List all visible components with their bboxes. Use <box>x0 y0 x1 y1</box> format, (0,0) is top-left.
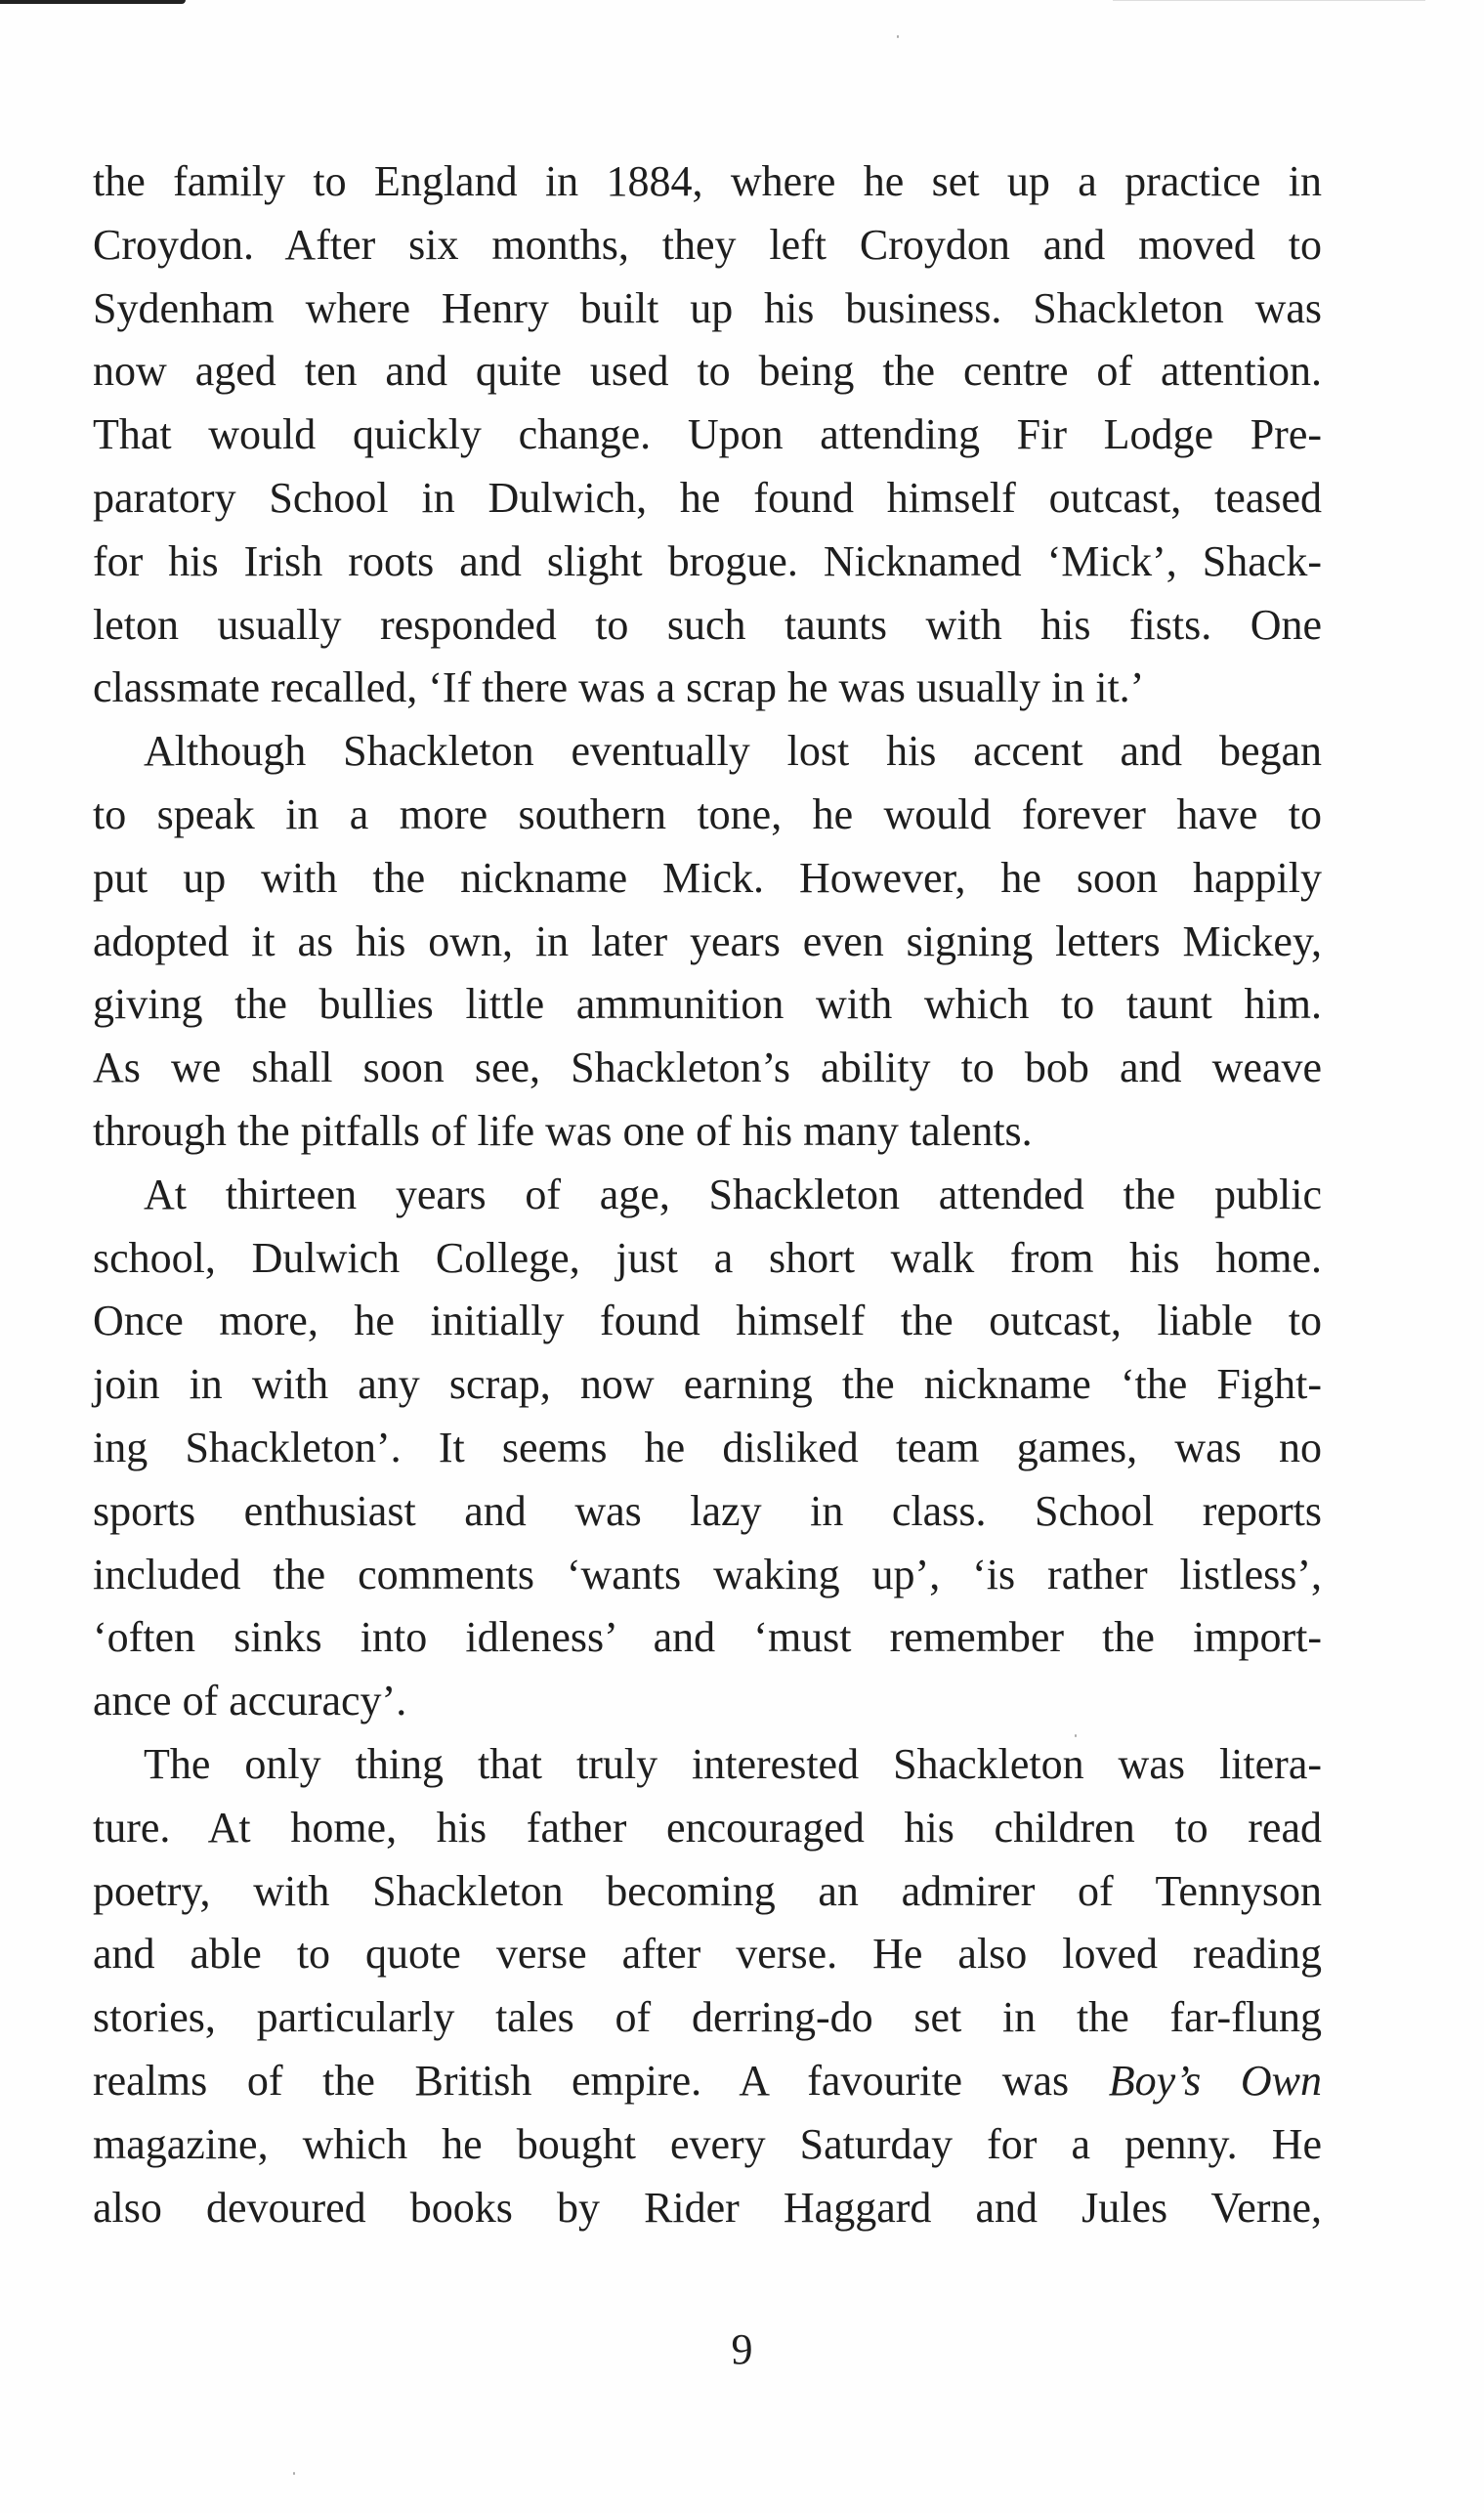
text-line-content: magazine, which he bought every Saturday for a penny. He <box>93 2119 1322 2168</box>
text-line-content: adopted it as his own, in later years even signing letters Mickey, <box>93 916 1322 965</box>
text-line <box>93 1608 1322 1667</box>
text-line-content: Although Shackleton eventually lost his accent and began <box>144 727 1322 776</box>
text-line <box>93 1039 1322 1097</box>
text-line <box>93 2115 1322 2174</box>
text-line-content: poetry, with Shackleton becoming an admirer of Tennyson <box>93 1866 1322 1915</box>
text-line <box>93 1925 1322 1983</box>
text-line-content: stories, particularly tales of derring-do set in the far-flung <box>93 1993 1322 2042</box>
text-line <box>93 596 1322 655</box>
text-line-content: to speak in a more southern tone, he would forever have to <box>93 790 1322 838</box>
text-line-content: realms of the British empire. A favourite was <box>93 2057 1109 2105</box>
text-line <box>144 1735 1322 1794</box>
text-line <box>93 2179 1322 2237</box>
text-line-content: Once more, he initially found himself the outcast, liable to <box>93 1297 1322 1345</box>
text-line-content: At thirteen years of age, Shackleton attended the public <box>144 1170 1322 1218</box>
text-line <box>93 786 1322 844</box>
scan-edge-shadow <box>0 0 186 4</box>
text-line <box>93 342 1322 401</box>
page-number: 9 <box>731 2325 753 2373</box>
text-line <box>144 1166 1322 1224</box>
text-line-content: included the comments ‘wants waking up’, ‘is rather listless’, <box>93 1550 1322 1598</box>
scan-speck <box>293 2472 295 2475</box>
text-line-content: giving the bullies little ammunition with which to taunt him. <box>93 980 1322 1029</box>
text-line-content: and able to quote verse after verse. He also loved reading <box>93 1930 1322 1979</box>
text-line <box>93 913 1322 971</box>
text-line <box>93 1229 1322 1288</box>
italic-title: Boy’s Own <box>1108 2057 1322 2105</box>
text-line-content: That would quickly change. Upon attending Fir Lodge Pre- <box>93 410 1322 459</box>
text-line <box>93 532 1322 591</box>
text-line-content: ture. At home, his father encouraged his children to read <box>93 1803 1322 1852</box>
text-line <box>93 152 1322 211</box>
text-line <box>93 1419 1322 1477</box>
text-line <box>93 469 1322 528</box>
text-line-content: paratory School in Dulwich, he found himself outcast, teased <box>93 474 1322 522</box>
text-line <box>93 1672 1322 1730</box>
text-line <box>93 405 1322 464</box>
text-line-content: The only thing that truly interested Shackleton was litera- <box>144 1740 1322 1788</box>
text-line-content: ance of accuracy’. <box>93 1677 407 1725</box>
text-line <box>93 1546 1322 1604</box>
text-line-content: also devoured books by Rider Haggard and Jules Verne, <box>93 2183 1322 2232</box>
text-line <box>93 1862 1322 1921</box>
text-line-content: school, Dulwich College, just a short walk from his home. <box>93 1233 1322 1282</box>
scan-edge-line <box>1113 0 1425 1</box>
text-line-content: ing Shackleton’. It seems he disliked team games, was no <box>93 1424 1322 1471</box>
scan-speck <box>897 35 899 38</box>
text-line <box>93 1102 1322 1161</box>
text-line-content: Croydon. After six months, they left Croydon and moved to <box>93 220 1322 269</box>
text-line <box>93 1355 1322 1414</box>
text-line <box>93 1799 1322 1857</box>
text-line <box>93 849 1322 908</box>
text-line <box>144 722 1322 781</box>
text-line <box>93 279 1322 338</box>
text-line <box>93 1988 1322 2047</box>
text-line-content: join in with any scrap, now earning the nickname ‘the Fight- <box>93 1360 1322 1409</box>
text-line-content: now aged ten and quite used to being the centre of attention. <box>93 347 1322 396</box>
text-line <box>93 2052 1322 2110</box>
text-line <box>93 216 1322 275</box>
text-line-content: Sydenham where Henry built up his business. Shackleton was <box>93 283 1322 332</box>
text-line-content: leton usually responded to such taunts with his fists. One <box>93 600 1322 649</box>
text-line-content: As we shall soon see, Shackleton’s ability to bob and weave <box>93 1044 1322 1092</box>
text-line <box>93 1482 1322 1541</box>
text-line-content: ‘often sinks into idleness’ and ‘must remember the import- <box>93 1613 1322 1662</box>
text-line-content: put up with the nickname Mick. However, he soon happily <box>93 853 1322 902</box>
text-line-content: the family to England in 1884, where he set up a practice in <box>93 157 1322 205</box>
text-line <box>93 1292 1322 1350</box>
text-line <box>93 659 1322 717</box>
text-line-content: for his Irish roots and slight brogue. Nicknamed ‘Mick’, Shack- <box>93 536 1322 585</box>
text-line-content: classmate recalled, ‘If there was a scrap he was usually in it.’ <box>93 663 1145 712</box>
text-line <box>93 975 1322 1034</box>
text-line-content: through the pitfalls of life was one of his many talents. <box>93 1107 1033 1155</box>
text-line-content: sports enthusiast and was lazy in class. School reports <box>93 1486 1322 1535</box>
